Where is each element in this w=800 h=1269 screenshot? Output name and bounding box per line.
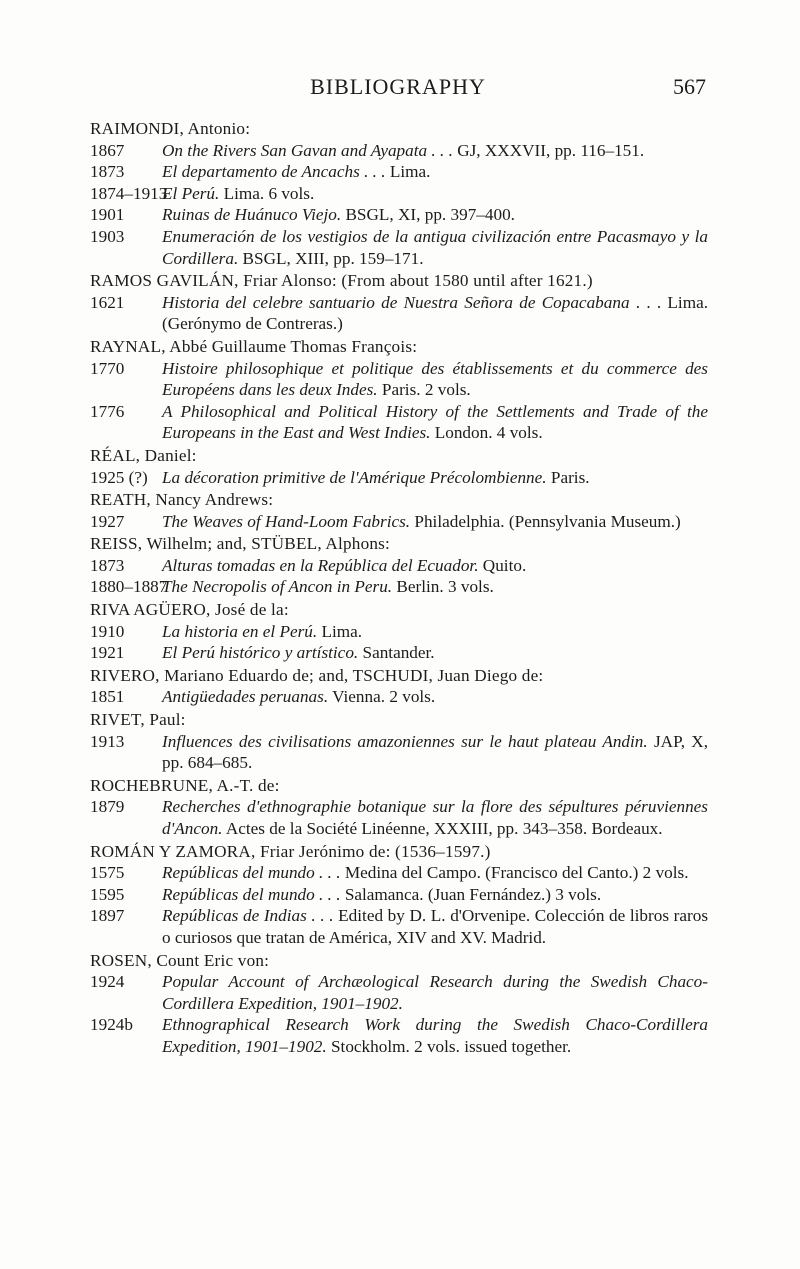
author-name: ROSEN, Count Eric von: — [90, 950, 270, 970]
entry-publication: Berlin. 3 vols. — [396, 577, 494, 597]
author-name: RAMOS GAVILÁN, Friar Alonso: (From about 1580 until after 1621.) — [90, 271, 593, 291]
entry-text — [162, 905, 708, 948]
entry-publication: Paris. 2 vols. — [381, 380, 471, 400]
bibliography-entry — [90, 686, 708, 708]
bibliography-entry — [90, 576, 708, 598]
author-heading — [90, 336, 708, 358]
entry-text — [162, 1014, 708, 1057]
bibliography-entry — [90, 731, 708, 774]
entry-publication: BSGL, XI, pp. 397–400. — [345, 205, 515, 225]
entry-year: 1903 — [90, 226, 125, 246]
entry-publication: GJ, XXXVII, pp. 116–151. — [457, 140, 645, 160]
running-head-title: BIBLIOGRAPHY — [310, 74, 486, 99]
entry-text — [162, 401, 708, 444]
entry-year: 1851 — [90, 687, 125, 707]
entry-text — [162, 183, 708, 205]
entry-year: 1921 — [90, 643, 125, 663]
entry-text — [162, 731, 708, 774]
entry-text — [162, 292, 708, 335]
entry-text — [162, 621, 708, 643]
entry-title: Recherches d'ethnographie botanique sur la flore des sépultures péruviennes d'Ancon. — [162, 797, 708, 838]
bibliography-entry — [90, 292, 708, 335]
author-heading — [90, 270, 708, 292]
bibliography-entry — [90, 358, 708, 401]
entry-title: Repúblicas del mundo . . . — [162, 863, 341, 883]
bibliography-entry — [90, 642, 708, 664]
entry-publication: Lima. — [321, 621, 363, 641]
entry-title: La décoration primitive de l'Amérique Précolombienne. — [162, 467, 547, 487]
entry-publication: Quito. — [482, 555, 527, 575]
bibliography-entry — [90, 971, 708, 1014]
entry-text — [162, 884, 708, 906]
entry-publication: London. 4 vols. — [434, 423, 543, 443]
entry-year: 1595 — [90, 884, 125, 904]
entry-year: 1924b — [90, 1015, 133, 1035]
entry-text — [162, 686, 708, 708]
bibliography-entry — [90, 621, 708, 643]
entry-publication: Santander. — [362, 643, 435, 663]
entry-publication: BSGL, XIII, pp. 159–171. — [242, 248, 424, 268]
entry-text — [162, 576, 708, 598]
bibliography-entry — [90, 862, 708, 884]
entry-title: La historia en el Perú. — [162, 621, 318, 641]
entry-title: A Philosophical and Political History of the Settlements and Trade of the Europeans in the East and West Indies. — [162, 401, 708, 443]
entry-title: The Weaves of Hand-Loom Fabrics. — [162, 511, 411, 531]
running-head — [90, 74, 706, 104]
entry-publication: Philadelphia. (Pennsylvania Museum.) — [414, 511, 681, 531]
entry-year: 1867 — [90, 140, 125, 160]
author-name: RAIMONDI, Antonio: — [90, 119, 251, 138]
author-name: REATH, Nancy Andrews: — [90, 490, 274, 510]
entry-year: 1924 — [90, 972, 125, 992]
entry-title: Popular Account of Archæological Research during the Swedish Chaco-Cordillera Expedition, 1901–1902. — [162, 972, 708, 1013]
author-heading — [90, 445, 708, 467]
entry-publication: Edited by D. L. d'Orvenipe. Colección de libros raros o curiosos que tratan de América, XIV and XV. Madrid. — [162, 906, 709, 947]
entry-year: 1621 — [90, 292, 125, 312]
entry-year: 1925 (?) — [90, 467, 148, 487]
entry-text — [162, 226, 708, 269]
author-heading — [90, 709, 708, 731]
entry-publication: . . . Lima. (Gerónymo de Contreras.) — [162, 292, 709, 334]
entry-text — [162, 467, 708, 489]
entry-publication: Actes de la Société Linéenne, XXXIII, pp. 343–358. Bordeaux. — [225, 819, 663, 838]
bibliography-entry — [90, 140, 708, 162]
entry-year: 1927 — [90, 511, 125, 531]
entry-publication: Stockholm. 2 vols. issued together. — [331, 1036, 572, 1056]
entry-publication: Medina del Campo. (Francisco del Canto.) 2 vols. — [344, 863, 689, 883]
author-heading — [90, 599, 708, 621]
entry-title: Antigüedades peruanas. — [162, 687, 329, 707]
entry-year: 1873 — [90, 162, 125, 182]
author-name: RIVET, Paul: — [90, 710, 186, 730]
author-name: REISS, Wilhelm; and, STÜBEL, Alphons: — [90, 534, 391, 554]
entry-title: El Perú. — [162, 183, 220, 203]
entry-title: The Necropolis of Ancon in Peru. — [162, 577, 393, 597]
entry-year: 1776 — [90, 401, 125, 421]
entry-publication: Salamanca. (Juan Fernández.) 3 vols. — [344, 884, 602, 904]
entry-text — [162, 971, 708, 1014]
entry-year: 1897 — [90, 906, 125, 926]
entry-text — [162, 161, 708, 183]
author-name: RIVA AGÜERO, José de la: — [90, 600, 289, 620]
bibliography-entry — [90, 226, 708, 269]
author-heading — [90, 775, 708, 797]
entry-year: 1901 — [90, 205, 125, 225]
entry-title: Historia del celebre santuario de Nuestra Señora de Copacabana — [162, 292, 630, 312]
entry-year: 1770 — [90, 358, 125, 378]
entry-year: 1880–1887 — [90, 577, 168, 597]
bibliography-list — [90, 117, 708, 1058]
bibliography-entry — [90, 884, 708, 906]
entry-title: Ethnographical Research Work during the Swedish Chaco-Cordillera Expedition, 1901–1902. — [162, 1015, 708, 1056]
bibliography-entry — [90, 905, 708, 948]
entry-year: 1910 — [90, 621, 125, 641]
entry-text — [162, 642, 708, 664]
entry-text — [162, 511, 708, 533]
author-name: ROCHEBRUNE, A.-T. de: — [90, 775, 280, 795]
author-name: RAYNAL, Abbé Guillaume Thomas François: — [90, 336, 418, 356]
entry-title: Repúblicas del mundo . . . — [162, 884, 341, 904]
entry-title: Alturas tomadas en la República del Ecuador. — [162, 555, 479, 575]
author-heading — [90, 489, 708, 511]
author-heading — [90, 118, 708, 140]
entry-text — [162, 555, 708, 577]
author-name: RÉAL, Daniel: — [90, 445, 197, 465]
entry-title: Ruinas de Huánuco Viejo. — [162, 205, 342, 225]
bibliography-entry — [90, 401, 708, 444]
entry-publication: Paris. — [550, 467, 590, 487]
entry-title: El departamento de Ancachs . . . — [162, 162, 386, 182]
author-name: RIVERO, Mariano Eduardo de; and, TSCHUDI, Juan Diego de: — [90, 665, 544, 685]
bibliography-entry — [90, 204, 708, 226]
entry-text — [162, 140, 708, 162]
entry-publication: Vienna. 2 vols. — [332, 687, 436, 707]
author-heading — [90, 665, 708, 687]
bibliography-entry — [90, 796, 708, 839]
entry-title: Repúblicas de Indias . . . — [162, 906, 334, 926]
bibliography-entry — [90, 467, 708, 489]
entry-publication: Lima. — [389, 162, 431, 182]
entry-year: 1873 — [90, 555, 125, 575]
entry-text — [162, 862, 708, 884]
entry-title: Influences des civilisations amazoniennes sur le haut plateau Andin. — [162, 731, 648, 751]
bibliography-entry — [90, 1014, 708, 1057]
entry-year: 1879 — [90, 797, 125, 817]
author-heading — [90, 841, 708, 863]
entry-text — [162, 796, 708, 839]
page-number: 567 — [673, 74, 706, 99]
entry-publication: JAP, X, pp. 684–685. — [162, 731, 708, 773]
author-heading — [90, 950, 708, 972]
entry-text — [162, 358, 708, 401]
entry-title: Histoire philosophique et politique des établissements et du commerce des Européens dans les deux Indes. — [162, 358, 708, 400]
entry-year: 1874–1913 — [90, 183, 168, 203]
bibliography-entry — [90, 511, 708, 533]
author-heading — [90, 533, 708, 555]
bibliography-entry — [90, 161, 708, 183]
bibliography-entry — [90, 555, 708, 577]
author-name: ROMÁN Y ZAMORA, Friar Jerónimo de: (1536–1597.) — [90, 841, 491, 861]
entry-publication: Lima. 6 vols. — [223, 183, 315, 203]
entry-year: 1575 — [90, 863, 125, 883]
entry-title: On the Rivers San Gavan and Ayapata . . . — [162, 140, 453, 160]
bibliography-entry — [90, 183, 708, 205]
entry-title: Enumeración de los vestigios de la antigua civilización entre Pacasmayo y la Cordillera. — [162, 226, 708, 268]
entry-title: El Perú histórico y artístico. — [162, 643, 359, 663]
entry-year: 1913 — [90, 731, 125, 751]
entry-text — [162, 204, 708, 226]
